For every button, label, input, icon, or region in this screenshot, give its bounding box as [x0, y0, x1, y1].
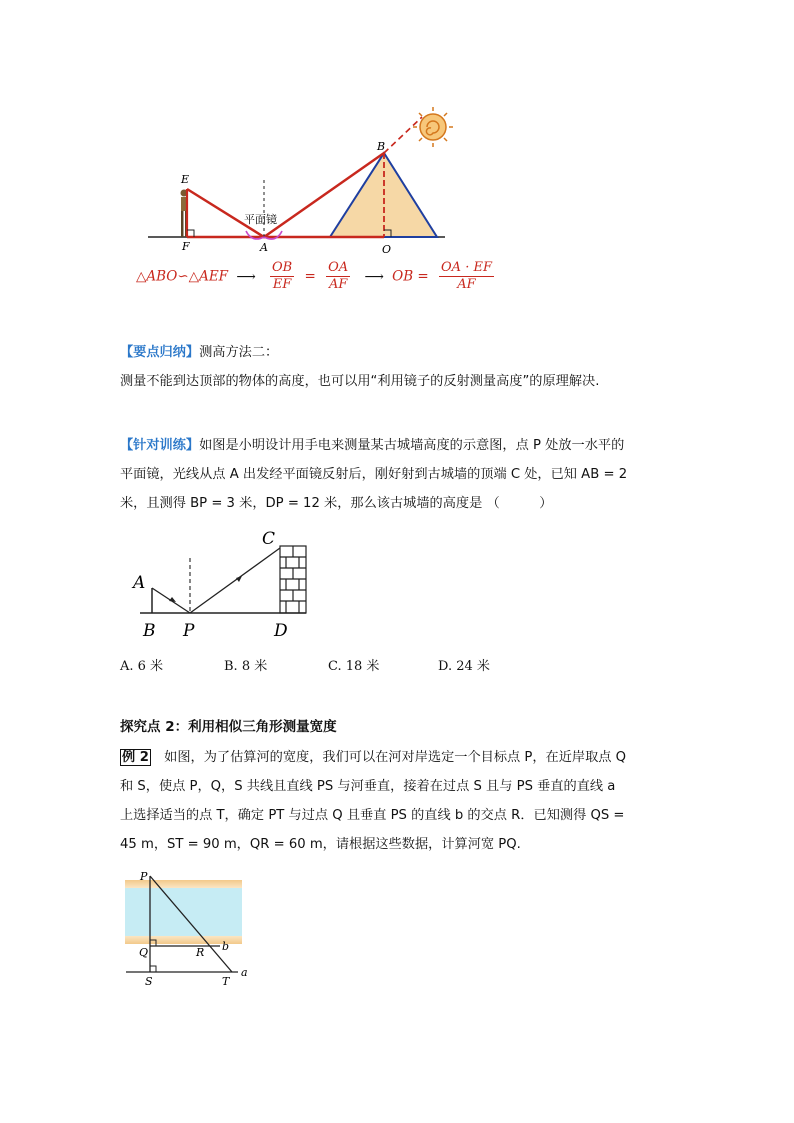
ratio-oa-af: $\frac{OA}{AF}$: [328, 260, 349, 292]
practice-tag: 【针对训练】: [120, 438, 200, 453]
label-a: a: [241, 966, 248, 979]
label-P: P: [140, 870, 148, 883]
option-c[interactable]: C. 18 米: [328, 659, 380, 674]
label-D: D: [274, 621, 288, 641]
example-line-2: 和 S，使点 P，Q，S 共线且直线 PS 与河垂直，接着在过点 S 且与 PS 垂直的直线 a: [120, 779, 616, 794]
option-b[interactable]: B. 8 米: [224, 659, 268, 674]
example-line-1: 如图，为了估算河的宽度，我们可以在河对岸选定一个目标点 P，在近岸取点 Q: [150, 750, 627, 765]
section-title: 探究点 2：利用相似三角形测量宽度: [120, 719, 337, 735]
label-B: B: [377, 140, 386, 153]
label-A: A: [133, 573, 146, 593]
similarity-statement: △ABO∽△AEF: [136, 268, 229, 285]
ratio-oaef-af: $\frac{OA \cdot EF}{AF}$: [441, 260, 492, 292]
label-A: A: [260, 241, 268, 254]
river-figure: [120, 868, 260, 990]
brick-wall: [280, 546, 306, 613]
example-line-3: 上选择适当的点 T，确定 PT 与过点 Q 且垂直 PS 的直线 b 的交点 R．已知测得 QS =: [120, 808, 625, 823]
mirror-method-figure: [140, 105, 470, 255]
river-water: [125, 888, 242, 936]
example-label: 例 2: [122, 750, 149, 765]
wall-figure: [128, 528, 318, 646]
label-S: S: [145, 975, 153, 988]
equals-sign: =: [304, 268, 316, 285]
ratio-ob-ef: $\frac{OB}{EF}$: [272, 260, 293, 292]
key-summary: [120, 338, 680, 396]
practice-line-2: 平面镜，光线从点 A 出发经平面镜反射后，刚好射到古城墙的顶端 C 处，已知 AB = 2: [120, 467, 628, 482]
summary-tag: 【要点归纳】: [120, 345, 200, 360]
label-E: E: [181, 173, 190, 186]
label-F: F: [182, 240, 190, 253]
label-b: b: [222, 940, 230, 953]
summary-body: 测量不能到达顶部的物体的高度，也可以用“利用镜子的反射测量高度”的原理解决.: [120, 374, 600, 389]
label-Q: Q: [139, 946, 149, 959]
label-O: O: [382, 243, 392, 255]
example-2: [120, 743, 680, 859]
similarity-formula: [136, 260, 500, 293]
sun-icon: [413, 107, 453, 147]
summary-title: 测高方法二：: [199, 345, 279, 360]
label-B: B: [143, 621, 156, 641]
formula-lhs: OB =: [392, 268, 429, 285]
label-R: R: [196, 946, 205, 959]
option-a[interactable]: A. 6 米: [120, 659, 164, 674]
practice-line-3: 米，且测得 BP = 3 米，DP = 12 米，那么该古城墙的高度是 （ ）: [120, 496, 553, 511]
label-C: C: [262, 529, 276, 549]
mirror-label: 平面镜: [244, 213, 277, 226]
label-P: P: [183, 621, 195, 641]
label-T: T: [222, 975, 230, 988]
option-d[interactable]: D. 24 米: [438, 659, 490, 674]
arrow-icon: ⟶: [236, 268, 256, 285]
practice-question: [120, 431, 680, 518]
practice-line-1: 如图是小明设计用手电来测量某古城墙高度的示意图，点 P 处放一水平的: [199, 438, 625, 453]
arrow-icon: ⟶: [364, 268, 384, 285]
example-line-4: 45 m，ST = 90 m，QR = 60 m，请根据这些数据，计算河宽 PQ.: [120, 837, 521, 852]
